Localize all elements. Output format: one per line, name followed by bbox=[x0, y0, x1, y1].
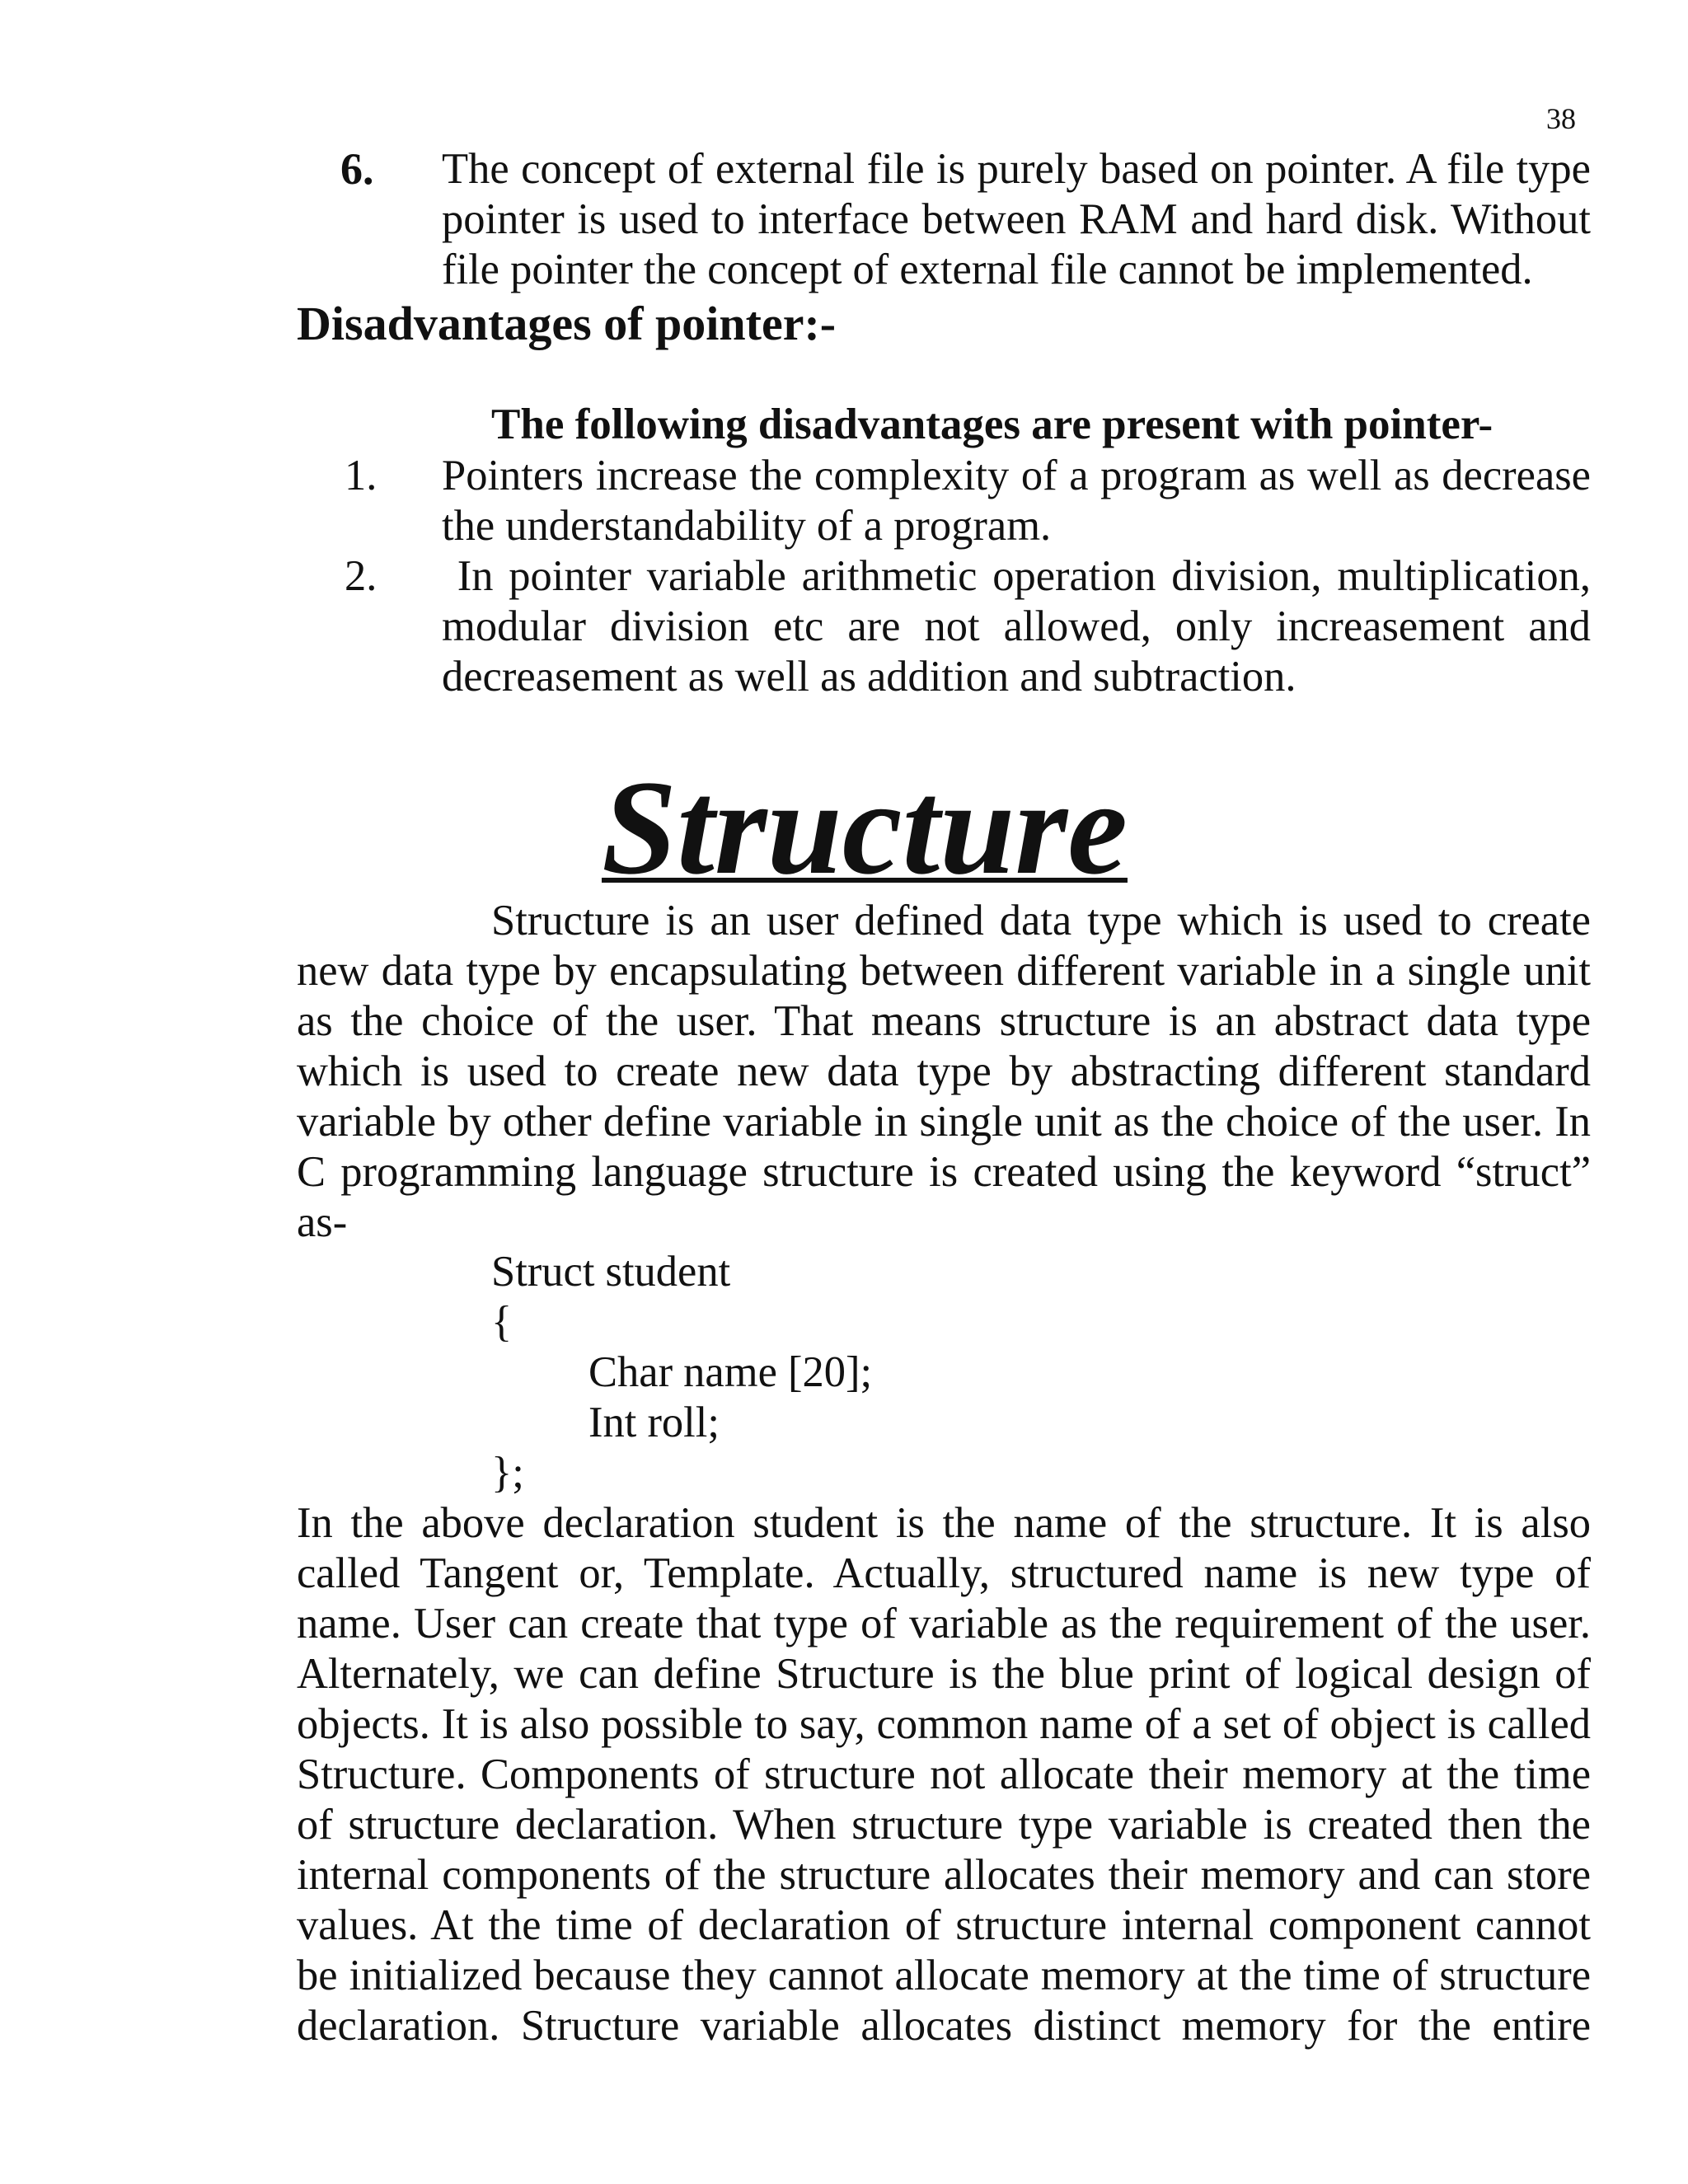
text-line: pointer is used to interface between RAM and hard disk. Without bbox=[442, 195, 1591, 243]
text-line: as- bbox=[297, 1198, 348, 1246]
text-line: be initialized because they cannot allocate memory at the time of structure bbox=[297, 1952, 1591, 1999]
text-line: Pointers increase the complexity of a program as well as decrease bbox=[442, 452, 1591, 499]
paragraph bbox=[297, 896, 1591, 1248]
text-line: variable by other define variable in single unit as the choice of the user. In bbox=[297, 1098, 1591, 1146]
text-line: which is used to create new data type by abstracting different standard bbox=[297, 1047, 1591, 1095]
text-line: modular division etc are not allowed, only increasement and bbox=[442, 602, 1591, 650]
code-block bbox=[491, 1247, 872, 1498]
code-line: Struct student bbox=[491, 1248, 731, 1296]
list-number: 2. bbox=[345, 552, 377, 600]
page-title: Structure bbox=[602, 753, 1128, 902]
section-intro: The following disadvantages are present with pointer- bbox=[491, 401, 1493, 448]
disadvantages-list bbox=[297, 451, 1591, 702]
text-line: The concept of external file is purely based on pointer. A file type bbox=[442, 145, 1591, 193]
page-number: 38 bbox=[1546, 102, 1576, 135]
text-line: called Tangent or, Template. Actually, structured name is new type of bbox=[297, 1549, 1591, 1597]
code-line: Char name [20]; bbox=[588, 1348, 873, 1396]
text-line: the understandability of a program. bbox=[442, 502, 1052, 550]
paragraph bbox=[297, 1498, 1591, 2051]
section-heading: Disadvantages of pointer:- bbox=[297, 297, 837, 350]
text-line: decreasement as well as addition and subtraction. bbox=[442, 653, 1296, 701]
list-number: 6. bbox=[340, 144, 374, 194]
text-line: C programming language structure is created using the keyword “struct” bbox=[297, 1148, 1591, 1196]
text-line: internal components of the structure allocates their memory and can store bbox=[297, 1851, 1591, 1899]
list-number: 1. bbox=[345, 452, 377, 499]
code-line: { bbox=[491, 1298, 513, 1346]
text-line: In pointer variable arithmetic operation division, multiplication, bbox=[442, 552, 1591, 600]
text-line: objects. It is also possible to say, common name of a set of object is called bbox=[297, 1700, 1591, 1748]
list-item bbox=[297, 551, 1591, 702]
text-line: as the choice of the user. That means structure is an abstract data type bbox=[297, 997, 1591, 1045]
title-container bbox=[0, 753, 1688, 902]
text-line: Alternately, we can define Structure is the blue print of logical design of bbox=[297, 1650, 1591, 1698]
text-line: new data type by encapsulating between different variable in a single unit bbox=[297, 947, 1591, 995]
code-line: }; bbox=[491, 1449, 524, 1497]
text-line: In the above declaration student is the name of the structure. It is also bbox=[297, 1499, 1591, 1547]
text-line: Structure is an user defined data type which is used to create bbox=[491, 897, 1591, 944]
text-line: values. At the time of declaration of structure internal component cannot bbox=[297, 1901, 1591, 1949]
text-line: file pointer the concept of external file cannot be implemented. bbox=[442, 246, 1533, 293]
text-line: name. User can create that type of variable as the requirement of the user. bbox=[297, 1600, 1591, 1647]
list-item-text bbox=[442, 144, 1591, 295]
code-line: Int roll; bbox=[588, 1399, 720, 1446]
text-line: of structure declaration. When structure type variable is created then the bbox=[297, 1801, 1591, 1849]
text-line: declaration. Structure variable allocates distinct memory for the entire bbox=[297, 2002, 1591, 2050]
text-line: Structure. Components of structure not allocate their memory at the time bbox=[297, 1750, 1591, 1798]
list-item bbox=[297, 451, 1591, 551]
